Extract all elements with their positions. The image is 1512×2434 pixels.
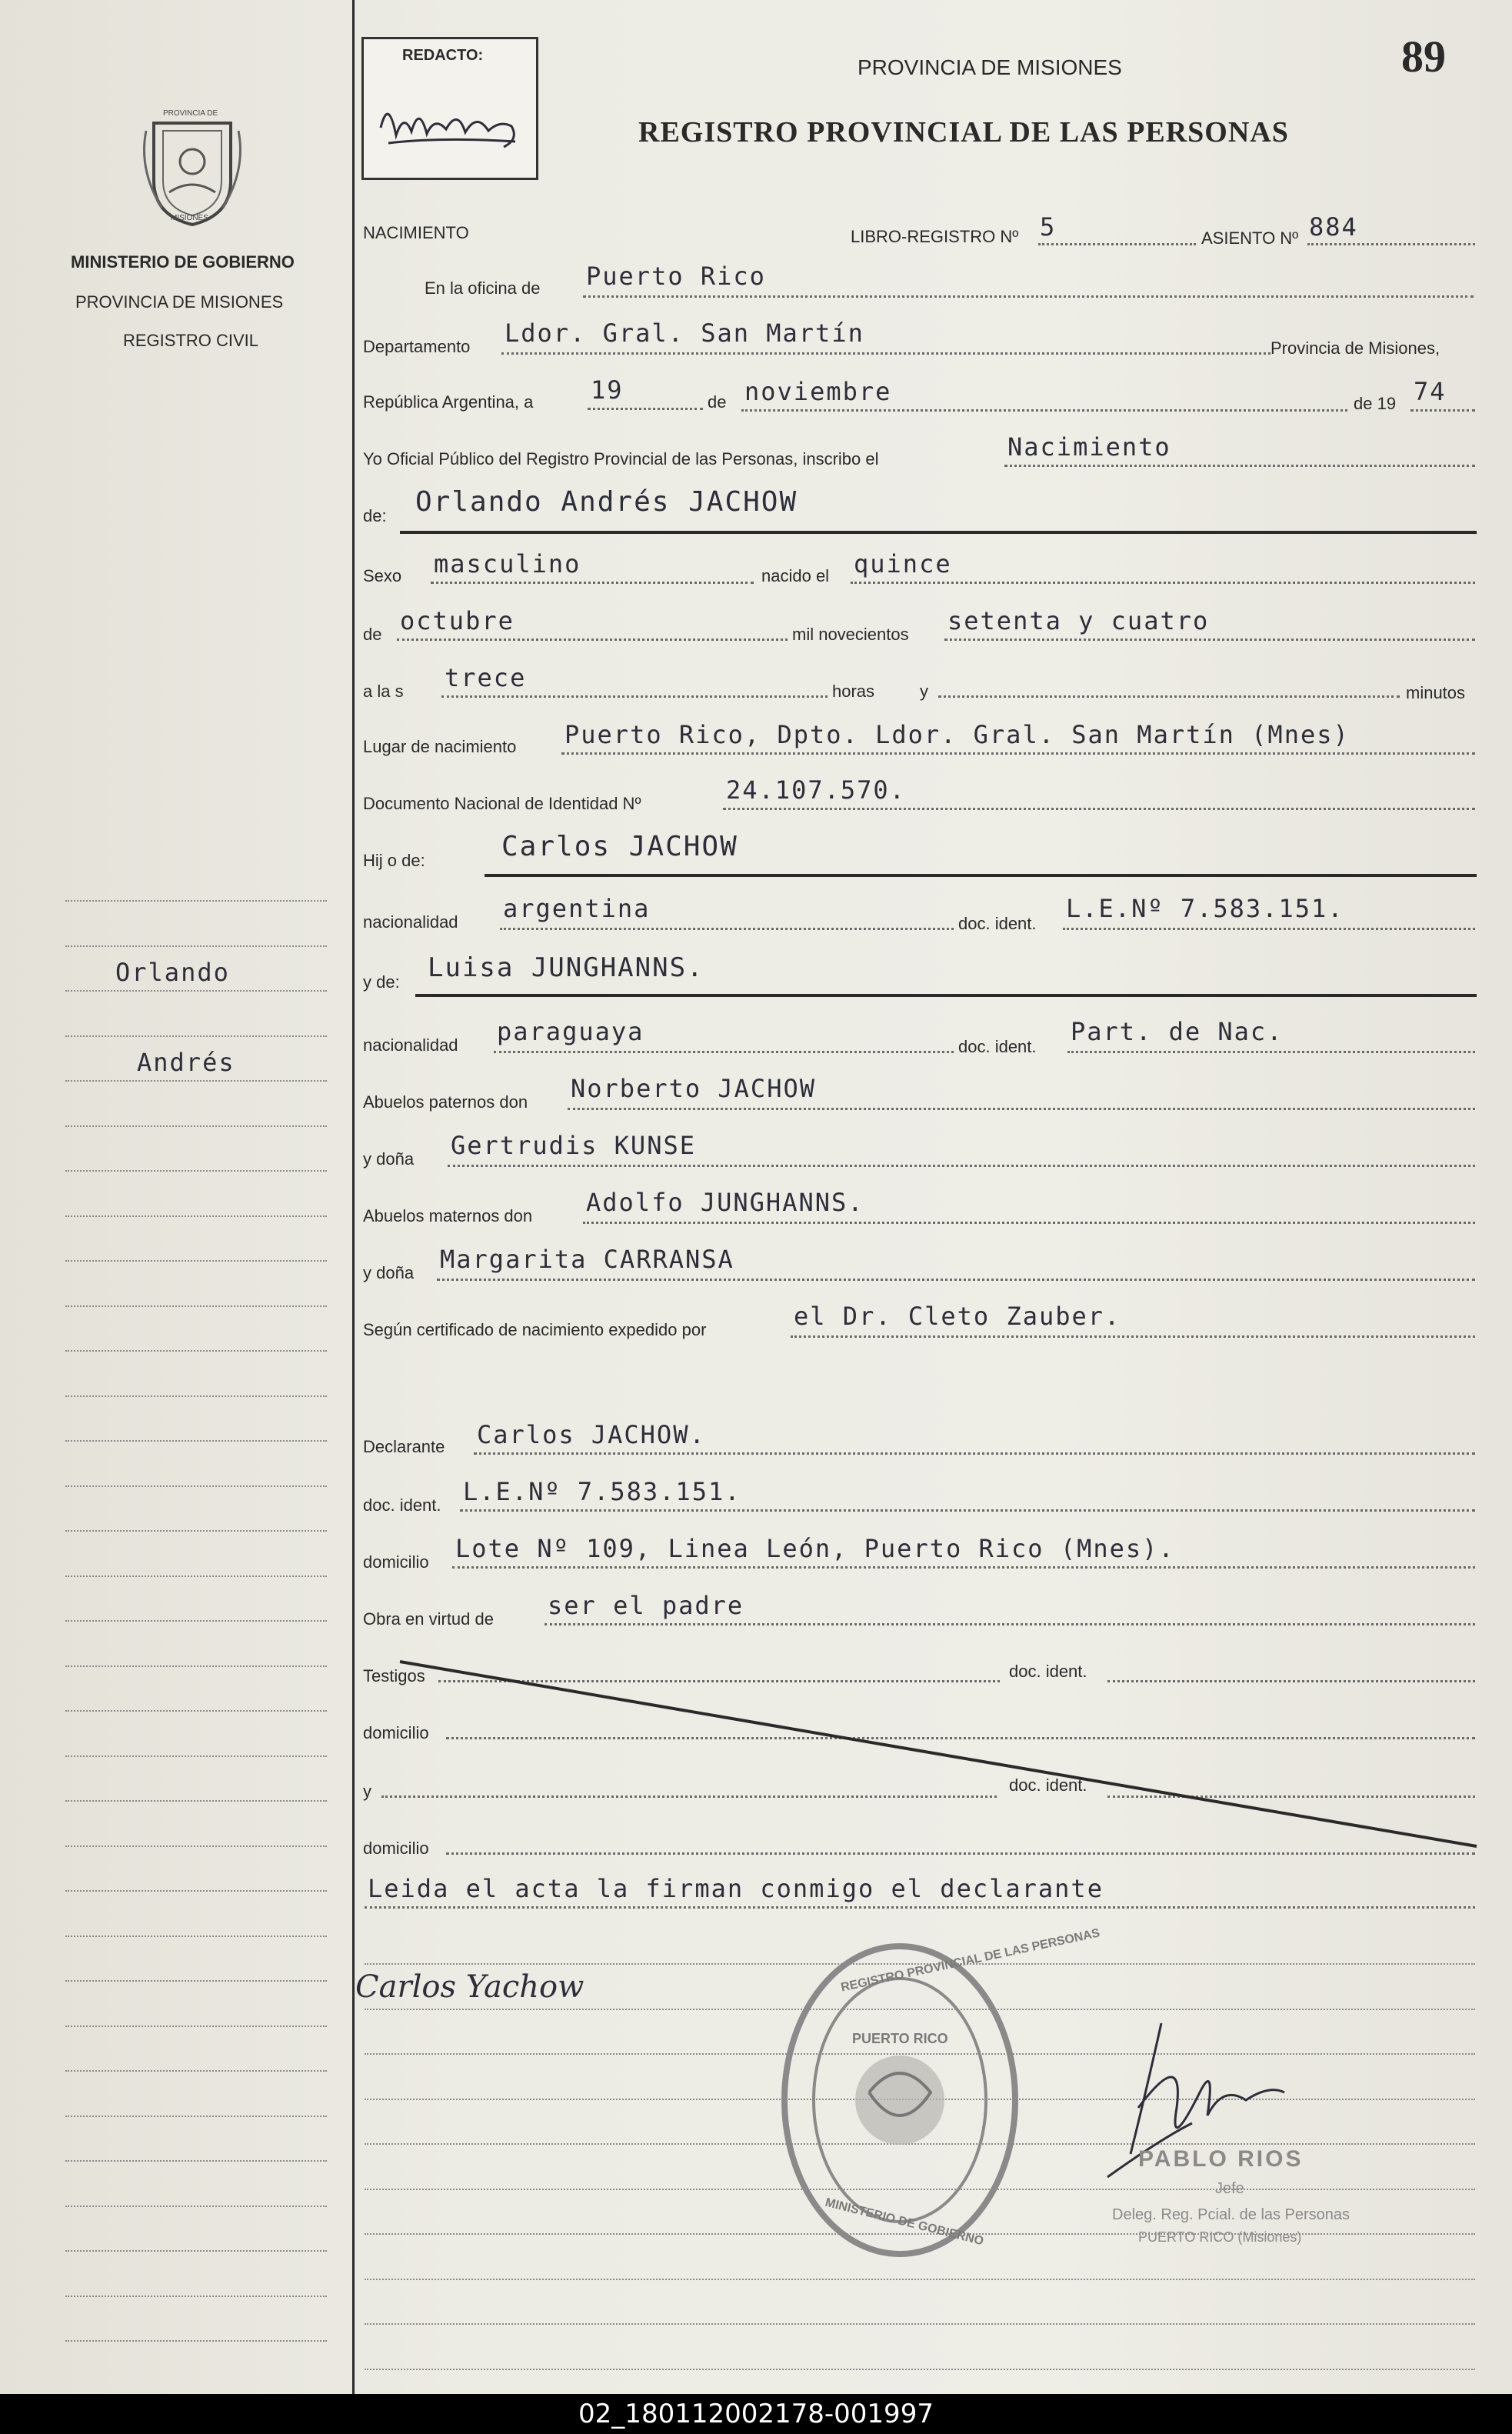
testigos-label: Testigos [363, 1666, 425, 1685]
abuelo-paterno-value: Norberto JACHOW [571, 1074, 816, 1103]
margin-ruled-line [65, 1350, 327, 1352]
margin-ruled-line [65, 1800, 327, 1802]
libro-label: LIBRO-REGISTRO Nº [851, 227, 1019, 246]
declarante-value: Carlos JACHOW. [477, 1420, 706, 1449]
de-name-label: de: [363, 506, 387, 525]
redacto-box [361, 37, 538, 180]
declarante-doc-value: L.E.Nº 7.583.151. [463, 1477, 741, 1506]
segun-label: Según certificado de nacimiento expedido por [363, 1320, 707, 1339]
lugar-value: Puerto Rico, Dpto. Ldor. Gral. San Martín (Mnes) [565, 720, 1350, 749]
margin-ruled-line [65, 990, 327, 992]
seal-inner-text: PUERTO RICO [852, 2031, 948, 2046]
obra-value: ser el padre [548, 1591, 744, 1620]
margin-ruled-line [65, 1755, 327, 1757]
header-province: PROVINCIA DE MISIONES [858, 55, 1122, 79]
scan-id-bar [0, 2394, 1512, 2434]
margin-ruled-line [65, 1035, 327, 1037]
scan-id: 02_180112002178-001997 [578, 2399, 934, 2429]
republica-label: República Argentina, a [363, 392, 534, 412]
margin-ruled-line [65, 1846, 327, 1847]
official-role: Jefe [1215, 2180, 1244, 2197]
segun-value: el Dr. Cleto Zauber. [794, 1302, 1121, 1331]
redacto-signature [373, 82, 527, 158]
month-value: octubre [400, 606, 515, 635]
provincia-suffix: Provincia de Misiones, [1271, 338, 1440, 358]
ministry-label: MINISTERIO DE GOBIERNO [71, 252, 295, 272]
mil-value: setenta y cuatro [947, 606, 1210, 635]
yde-label: y de: [363, 972, 400, 992]
registry-label: REGISTRO CIVIL [123, 331, 259, 350]
lugar-label: Lugar de nacimiento [363, 737, 517, 756]
margin-ruled-line [65, 1575, 327, 1577]
margin-note-first-name: Orlando [115, 958, 230, 987]
registered-name: Orlando Andrés JACHOW [415, 486, 798, 518]
dni-value: 24.107.570. [726, 775, 906, 805]
body-ruled-line [365, 2323, 1475, 2325]
domicilio-testigo1-label: domicilio [363, 1723, 429, 1742]
margin-ruled-line [65, 1125, 327, 1127]
official-name: PABLO RIOS [1138, 2146, 1304, 2172]
margin-ruled-line [65, 2070, 327, 2072]
asiento-value: 884 [1309, 212, 1358, 242]
emblem-top-text: PROVINCIA DE [163, 109, 218, 118]
margin-ruled-line [65, 1890, 327, 1892]
nacionalidad-madre-label: nacionalidad [363, 1035, 458, 1055]
margin-ruled-line [65, 2296, 327, 2297]
libro-value: 5 [1040, 212, 1057, 242]
alas-label: a la s [363, 682, 404, 701]
margin-note-second-name: Andrés [137, 1048, 235, 1077]
obra-label: Obra en virtud de [363, 1609, 494, 1629]
margin-ruled-line [65, 1440, 327, 1442]
margin-ruled-line [65, 945, 327, 947]
year-value: 74 [1414, 377, 1447, 406]
strike-line [354, 1646, 1507, 1862]
nacionalidad-padre-label: nacionalidad [363, 912, 458, 932]
margin-ruled-line [65, 1530, 327, 1532]
declarante-signature: Carlos Yachow [355, 1969, 584, 2005]
seal-bottom-text: MINISTERIO DE GOBIERNO [824, 2196, 985, 2249]
leida-text: Leida el acta la firman conmigo el declarante [368, 1874, 1104, 1903]
de-month-label: de [363, 625, 382, 644]
docident-declarante-label: doc. ident. [363, 1495, 441, 1515]
domicilio-testigo2-label: domicilio [363, 1839, 429, 1858]
official-city: PUERTO RICO (Misiones) [1138, 2229, 1302, 2245]
margin-ruled-line [65, 1620, 327, 1622]
sexo-value: masculino [434, 549, 581, 578]
hora-value: trece [445, 663, 527, 692]
nacimiento-label: NACIMIENTO [363, 223, 469, 242]
sexo-label: Sexo [363, 566, 402, 585]
madre-value: Luisa JUNGHANNS. [428, 952, 704, 983]
margin-ruled-line [65, 1980, 327, 1982]
nacionalidad-padre-value: argentina [503, 894, 651, 923]
doc-padre-value: L.E.Nº 7.583.151. [1066, 894, 1344, 923]
oficial-label: Yo Oficial Público del Registro Provincial de las Personas, inscribo el [363, 449, 879, 468]
ydona-materna-label: y doña [363, 1263, 415, 1282]
abuela-paterna-value: Gertrudis KUNSE [451, 1131, 696, 1160]
horas-label: horas [832, 682, 875, 701]
redacto-label: REDACTO: [402, 47, 484, 64]
margin-ruled-line [65, 1170, 327, 1172]
margin-ruled-line [65, 1936, 327, 1937]
docident-testigo1-label: doc. ident. [1009, 1662, 1087, 1681]
padre-value: Carlos JACHOW [501, 831, 738, 862]
de-label: de [708, 392, 727, 412]
nacionalidad-madre-value: paraguaya [497, 1017, 644, 1046]
de-year-label: de 19 [1354, 394, 1397, 413]
margin-ruled-line [65, 1665, 327, 1667]
docident-testigo2-label: doc. ident. [1009, 1775, 1087, 1795]
doc-madre-value: Part. de Nac. [1071, 1017, 1284, 1046]
margin-ruled-line [65, 1395, 327, 1397]
margin-ruled-line [65, 1710, 327, 1712]
margin-ruled-line [65, 2250, 327, 2252]
body-ruled-line [365, 2369, 1475, 2370]
abuelos-maternos-label: Abuelos maternos don [363, 1206, 533, 1225]
nacido-label: nacido el [761, 566, 830, 585]
departamento-label: Departamento [363, 337, 471, 356]
margin-ruled-line [65, 2026, 327, 2027]
emblem-bottom-text: MISIONES [171, 214, 208, 222]
margin-ruled-line [65, 2160, 327, 2162]
margin-ruled-line [65, 1215, 327, 1217]
dia-value: 19 [591, 375, 624, 405]
seal-ring-text: REGISTRO PROVINCIAL DE LAS PERSONAS [839, 1926, 1101, 1995]
margin-ruled-line [65, 1485, 327, 1487]
margin-ruled-line [65, 900, 327, 902]
registry-seal [777, 1939, 1023, 2262]
oficina-value: Puerto Rico [586, 262, 766, 291]
margin-ruled-line [65, 1260, 327, 1262]
province-label: PROVINCIA DE MISIONES [75, 292, 284, 312]
y-label: y [920, 682, 928, 701]
asiento-label: ASIENTO Nº [1201, 228, 1299, 248]
departamento-value: Ldor. Gral. San Martín [505, 318, 864, 348]
inscribo-value: Nacimiento [1007, 432, 1171, 462]
provincial-emblem [138, 108, 246, 231]
y-testigo-label: y [363, 1782, 371, 1801]
margin-ruled-line [65, 2116, 327, 2117]
official-office: Deleg. Reg. Pcial. de las Personas [1112, 2206, 1350, 2223]
margin-divider [352, 0, 355, 2394]
hijo-label: Hij o de: [363, 851, 425, 870]
margin-ruled-line [65, 2206, 327, 2207]
dni-label: Documento Nacional de Identidad Nº [363, 794, 641, 813]
docident-madre-label: doc. ident. [958, 1037, 1037, 1056]
ydona-paterna-label: y doña [363, 1149, 415, 1169]
mil-label: mil novecientos [792, 625, 909, 644]
margin-ruled-line [65, 2340, 327, 2342]
margin-ruled-line [65, 1305, 327, 1307]
mes-value: noviembre [744, 377, 892, 406]
abuelos-paternos-label: Abuelos paternos don [363, 1092, 528, 1112]
nacido-value: quince [854, 549, 952, 578]
docident-padre-label: doc. ident. [958, 914, 1037, 933]
abuelo-materno-value: Adolfo JUNGHANNS. [586, 1188, 864, 1217]
domicilio-value: Lote Nº 109, Linea León, Puerto Rico (Mnes). [455, 1534, 1175, 1563]
page-number: 89 [1401, 32, 1446, 82]
oficina-label: En la oficina de [425, 278, 541, 298]
abuela-materna-value: Margarita CARRANSA [440, 1245, 734, 1274]
margin-ruled-line [65, 1080, 327, 1082]
minutos-label: minutos [1406, 683, 1466, 702]
header-title: REGISTRO PROVINCIAL DE LAS PERSONAS [638, 116, 1289, 148]
body-ruled-line [365, 2279, 1475, 2280]
declarante-label: Declarante [363, 1437, 445, 1456]
domicilio-label: domicilio [363, 1552, 429, 1572]
